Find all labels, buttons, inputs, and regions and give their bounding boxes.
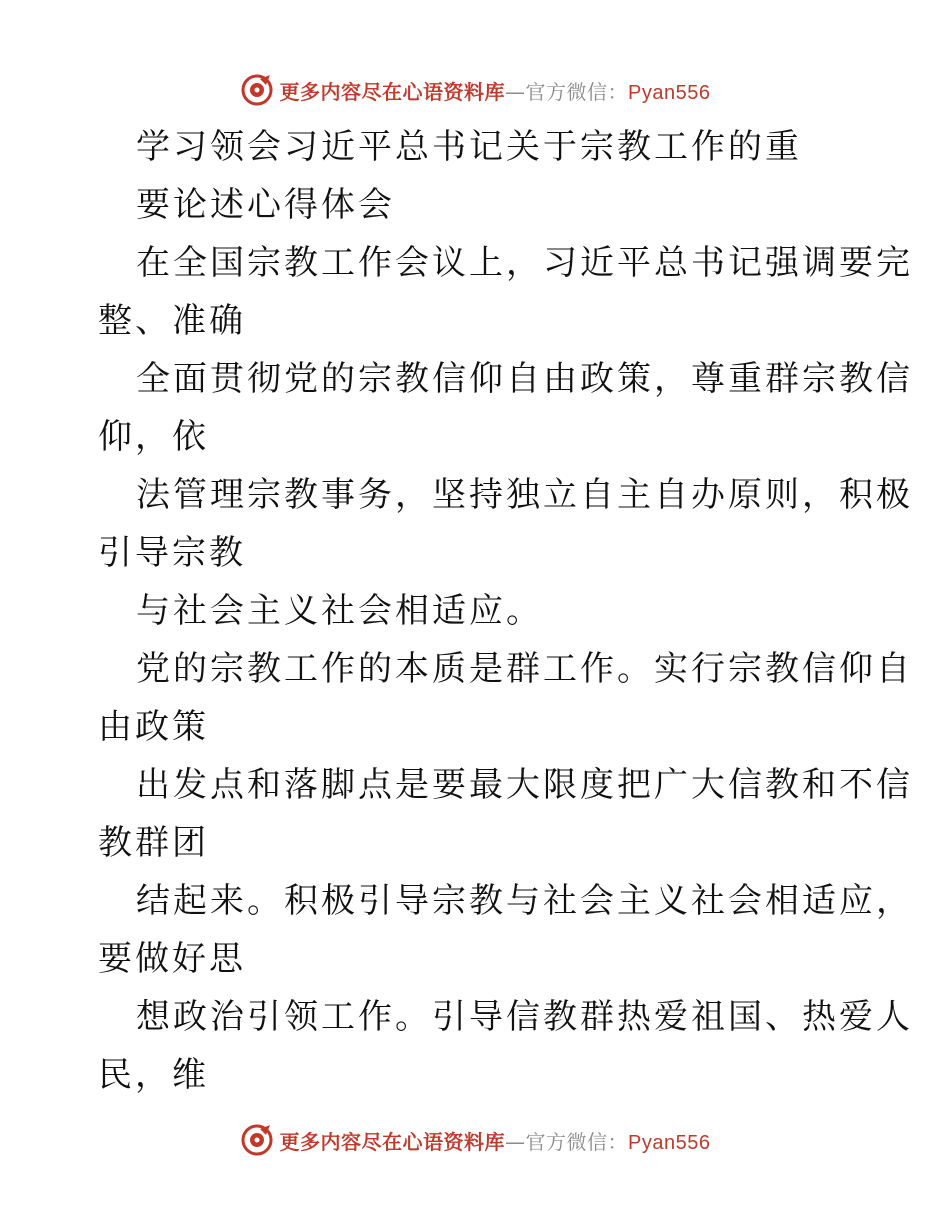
header-banner (0, 70, 950, 110)
banner-wechat-id: Pyan556 (628, 81, 711, 104)
banner-site-name: 更多内容尽在心语资料库 (279, 1129, 506, 1154)
doc-line: 在全国宗教工作会议上，习近平总书记强调要完 (136, 243, 913, 283)
doc-line: 整、准确 (98, 301, 246, 341)
document-body (98, 118, 913, 1104)
doc-line: 引导宗教 (98, 533, 246, 573)
banner-site-name: 更多内容尽在心语资料库 (279, 79, 506, 104)
banner-wechat-id: Pyan556 (628, 1131, 711, 1154)
doc-line: 民，维 (98, 1055, 209, 1095)
banner-text (280, 76, 711, 105)
doc-line: 由政策 (98, 707, 209, 747)
banner-wechat-label: 官方微信： (525, 79, 629, 104)
banner-text (280, 1126, 711, 1155)
doc-line: 出发点和落脚点是要最大限度把广大信教和不信 (136, 765, 913, 805)
brand-logo-icon (240, 73, 274, 107)
doc-title-line-1: 学习领会习近平总书记关于宗教工作的重 (136, 127, 802, 167)
banner-dash: — (505, 1129, 526, 1154)
header-banner-inner (240, 73, 711, 107)
doc-line: 全面贯彻党的宗教信仰自由政策，尊重群宗教信 (136, 359, 913, 399)
brand-logo-icon (240, 1123, 274, 1157)
banner-dash: — (505, 79, 526, 104)
doc-line: 党的宗教工作的本质是群工作。实行宗教信仰自 (136, 649, 913, 689)
doc-line: 仰，依 (98, 417, 209, 457)
banner-wechat-label: 官方微信： (525, 1129, 629, 1154)
doc-line: 法管理宗教事务，坚持独立自主自办原则，积极 (136, 475, 913, 515)
doc-line: 教群团 (98, 823, 209, 863)
footer-banner (0, 1120, 950, 1160)
doc-line: 与社会主义社会相适应。 (136, 591, 543, 631)
doc-line: 要做好思 (98, 939, 246, 979)
doc-title-line-2: 要论述心得体会 (136, 185, 395, 225)
doc-line: 结起来。积极引导宗教与社会主义社会相适应， (136, 881, 913, 921)
doc-line: 想政治引领工作。引导信教群热爱祖国、热爱人 (136, 997, 913, 1037)
footer-banner-inner (240, 1123, 711, 1157)
